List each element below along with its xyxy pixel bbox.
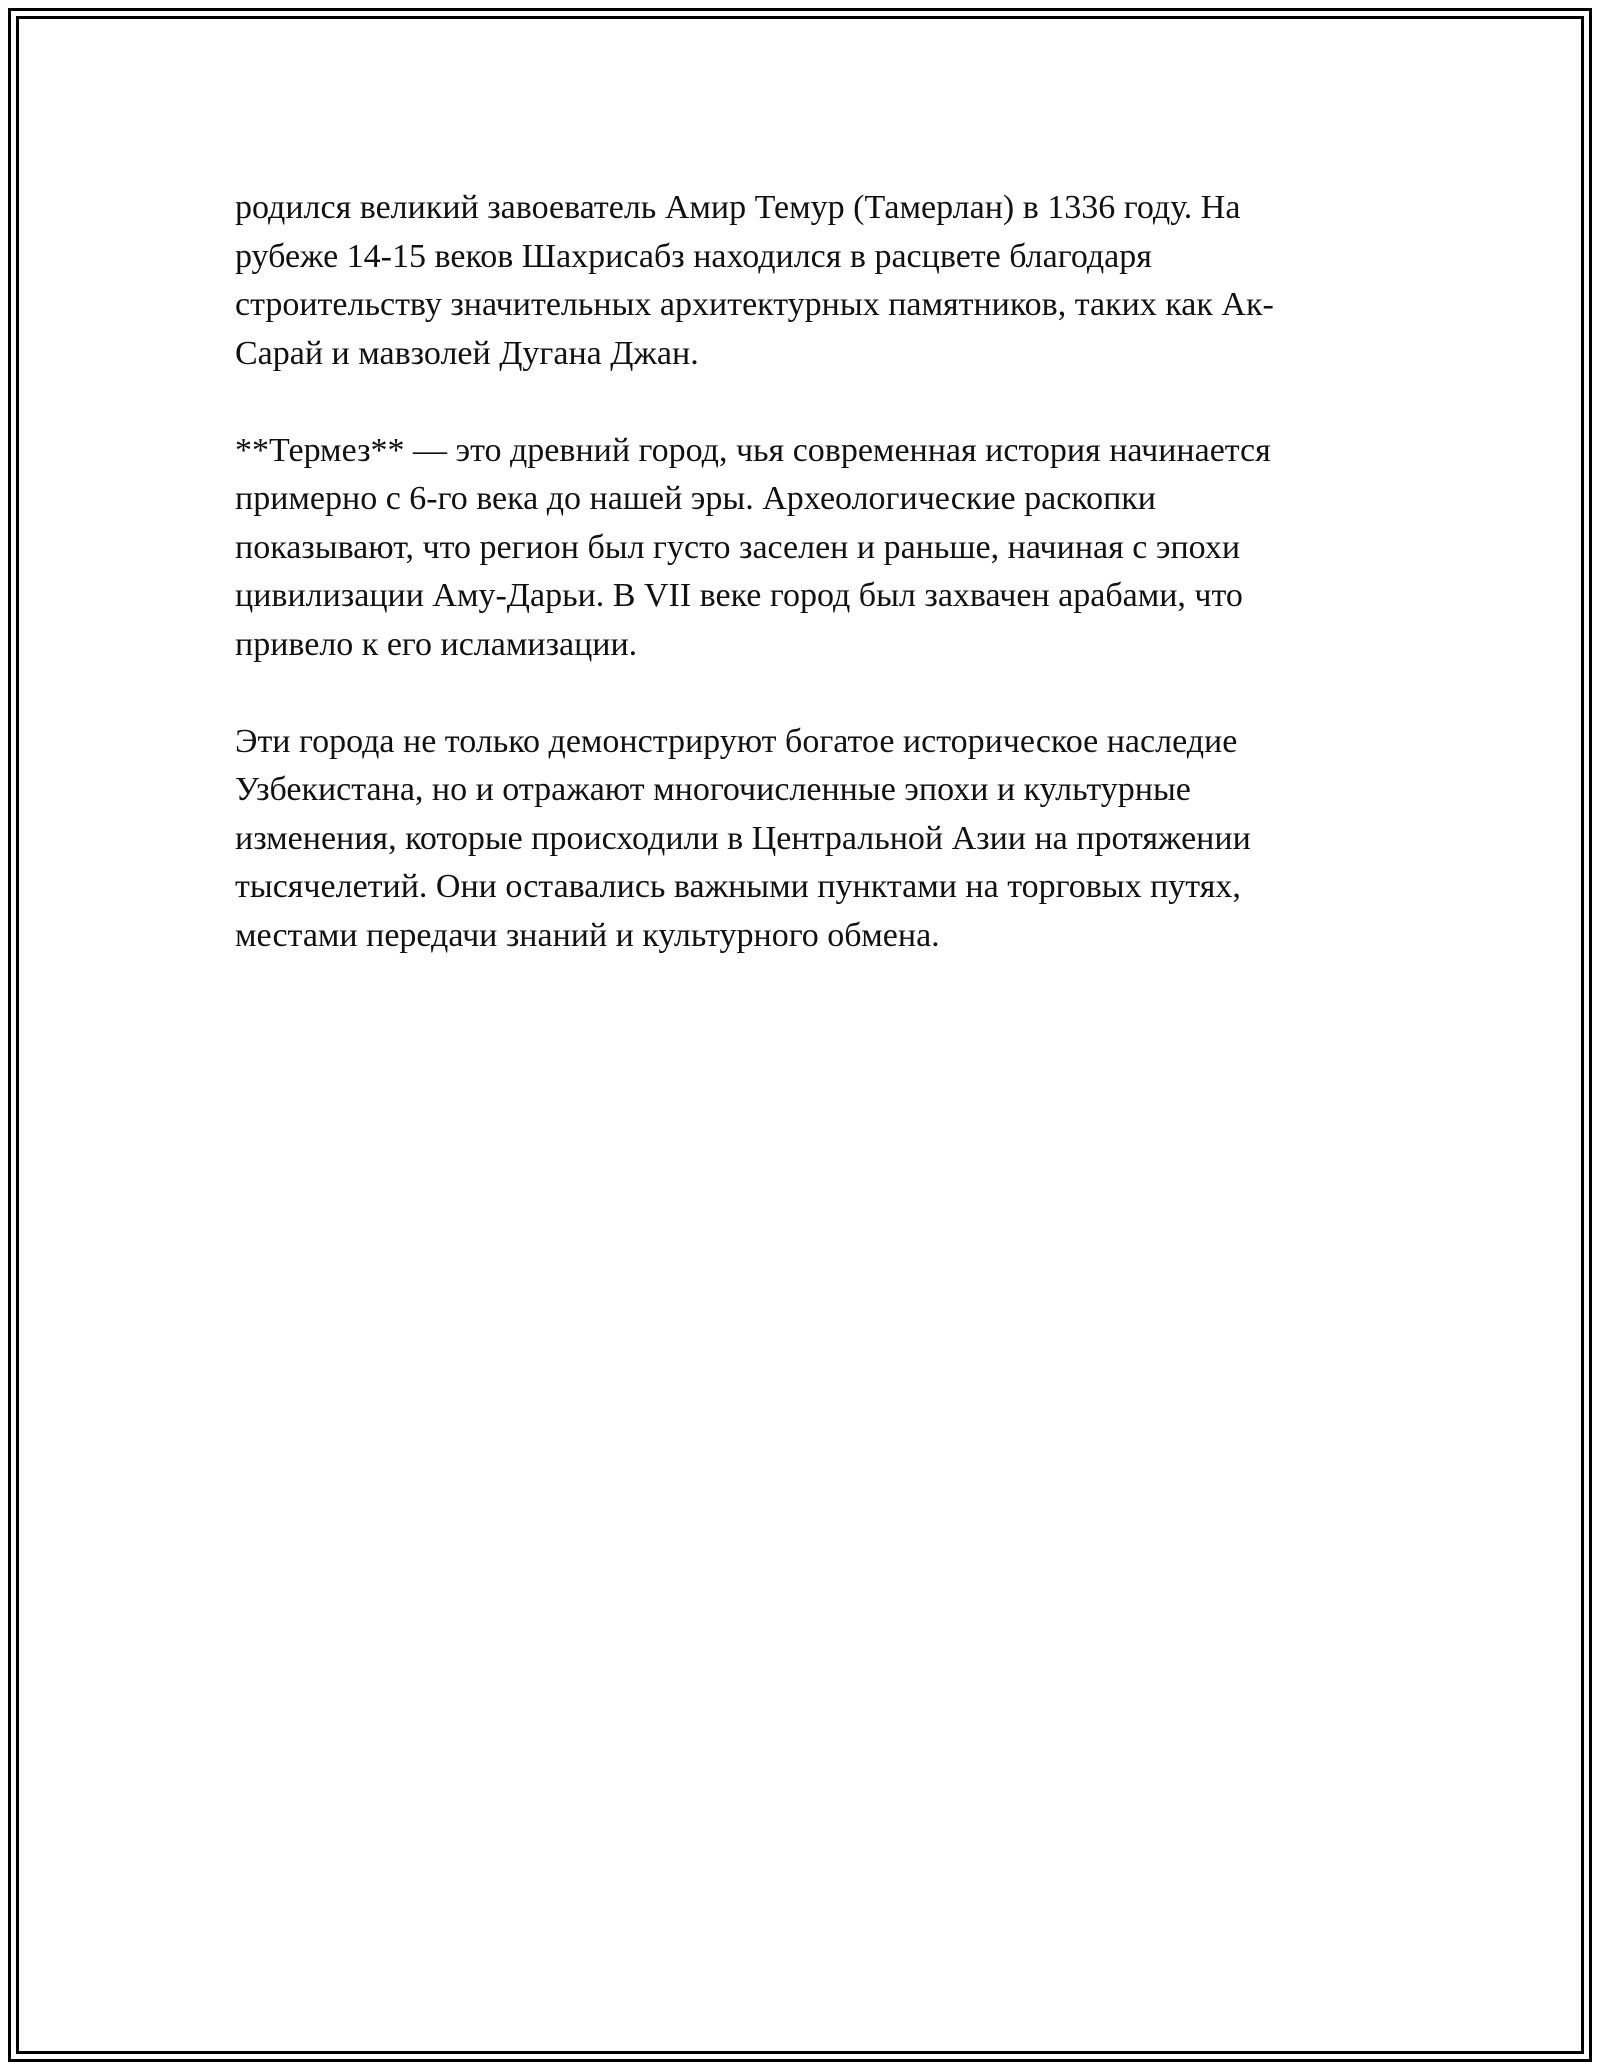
text-line: показывают, что регион был густо заселен и раньше, начиная с эпохи: [235, 528, 1241, 566]
text-line: Сарай и мавзолей Дугана Джан.: [235, 334, 699, 372]
paragraph-conclusion: [235, 718, 1365, 961]
text-line: строительству значительных архитектурных памятников, таких как Ак-: [235, 286, 1274, 323]
text-line: **Термез** — это древний город, чья современная история начинается: [235, 431, 1271, 469]
text-line: цивилизации Аму-Дарьи. В VII веке город был захвачен арабами, что: [235, 577, 1243, 614]
paragraph-shahrisabz: [235, 184, 1365, 378]
text-line: местами передачи знаний и культурного обмена.: [235, 916, 940, 954]
text-line: Узбекистана, но и отражают многочисленные эпохи и культурные: [235, 771, 1191, 808]
text-line: рубеже 14-15 веков Шахрисабз находился в расцвете благодаря: [235, 237, 1152, 275]
text-line: Эти города не только демонстрируют богатое историческое наследие: [235, 722, 1238, 760]
text-line: тысячелетий. Они оставались важными пунктами на торговых путях,: [235, 868, 1241, 905]
text-line: родился великий завоеватель Амир Темур (Тамерлан) в 1336 году. На: [235, 189, 1241, 226]
document-body: [235, 184, 1365, 1009]
text-line: примерно с 6-го века до нашей эры. Археологические раскопки: [235, 480, 1157, 517]
text-line: изменения, которые происходили в Центральной Азии на протяжении: [235, 819, 1251, 857]
paragraph-termez: [235, 427, 1365, 670]
text-line: привело к его исламизации.: [235, 625, 638, 663]
